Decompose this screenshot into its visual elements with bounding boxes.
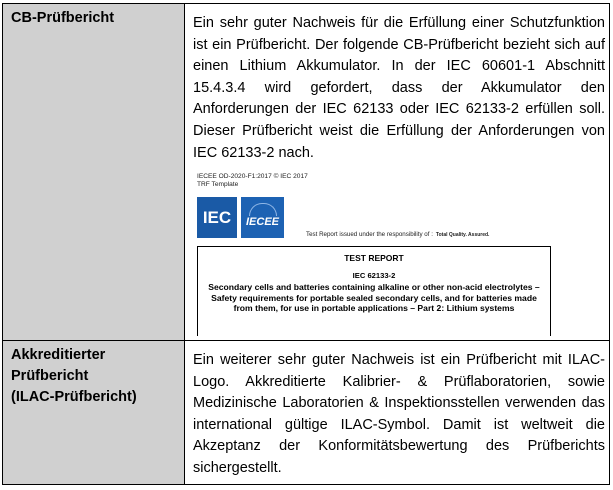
iec-logo-text: IEC: [202, 207, 232, 227]
row-label-cell: [3, 4, 185, 340]
issued-text: Test Report issued under the responsibility of :: [306, 231, 433, 238]
row-label-line: Akkreditierter: [11, 347, 106, 363]
row-content-cell: [185, 341, 609, 484]
report-standard: IEC 62133-2: [352, 271, 396, 280]
row-description: Ein weiterer sehr guter Nachweis ist ein Prüfbericht mit ILAC-Logo. Akkreditierte Kalibrier- & Prüflaboratorien, sowie Medizinische Laboratorien & Inspektionsstellen verwenden das international gültige ILAC-Symbol. Damit ist weltweit die Akzeptanz der Konformitätsbewertung des Prüfberichts sichergestellt.: [193, 352, 605, 476]
issued-statement: [306, 231, 489, 238]
report-header-line: TRF Template: [197, 181, 239, 188]
report-header-line: IECEE OD-2020-F1:2017 © IEC 2017: [197, 173, 308, 180]
iecee-logo-text: IECEE: [245, 215, 279, 228]
iec-logo: [197, 197, 237, 238]
row-label-line: (ILAC-Prüfbericht): [11, 389, 137, 405]
report-title-box: [197, 246, 551, 336]
arc-icon: [249, 203, 277, 216]
test-report-image: [194, 170, 564, 335]
row-description: Ein sehr guter Nachweis für die Erfüllung einer Schutzfunktion ist ein Prüfbericht. Der folgende CB-Prüfbericht bezieht sich auf einen Lithium Akkumulator. In der IEC 60601-1 Abschnitt 15.4.3.4 wird gefordert, dass der Akkumulator den Anforderungen der IEC 62133 oder IEC 62133-2 erfüllen soll. Dieser Prüfbericht weist die Erfüllung der Anforderungen von IEC 62133-2 nach.: [193, 15, 605, 161]
report-description: Secondary cells and batteries containing alkaline or other non-acid electrolytes – Safety requirements for portable sealed secondary cells, and for batteries made from them, for use in portable applications – Part 2: Lithium systems: [208, 282, 540, 314]
row-label: CB-Prüfbericht: [11, 10, 115, 26]
iecee-logo: [241, 197, 284, 238]
report-header: [197, 173, 308, 189]
report-title: TEST REPORT: [344, 253, 404, 263]
issuer-text: Total Quality. Assured.: [435, 232, 490, 238]
table-row-ilac-report: [3, 341, 609, 484]
row-label-cell: [3, 341, 185, 484]
row-label-line: Prüfbericht: [11, 368, 89, 384]
